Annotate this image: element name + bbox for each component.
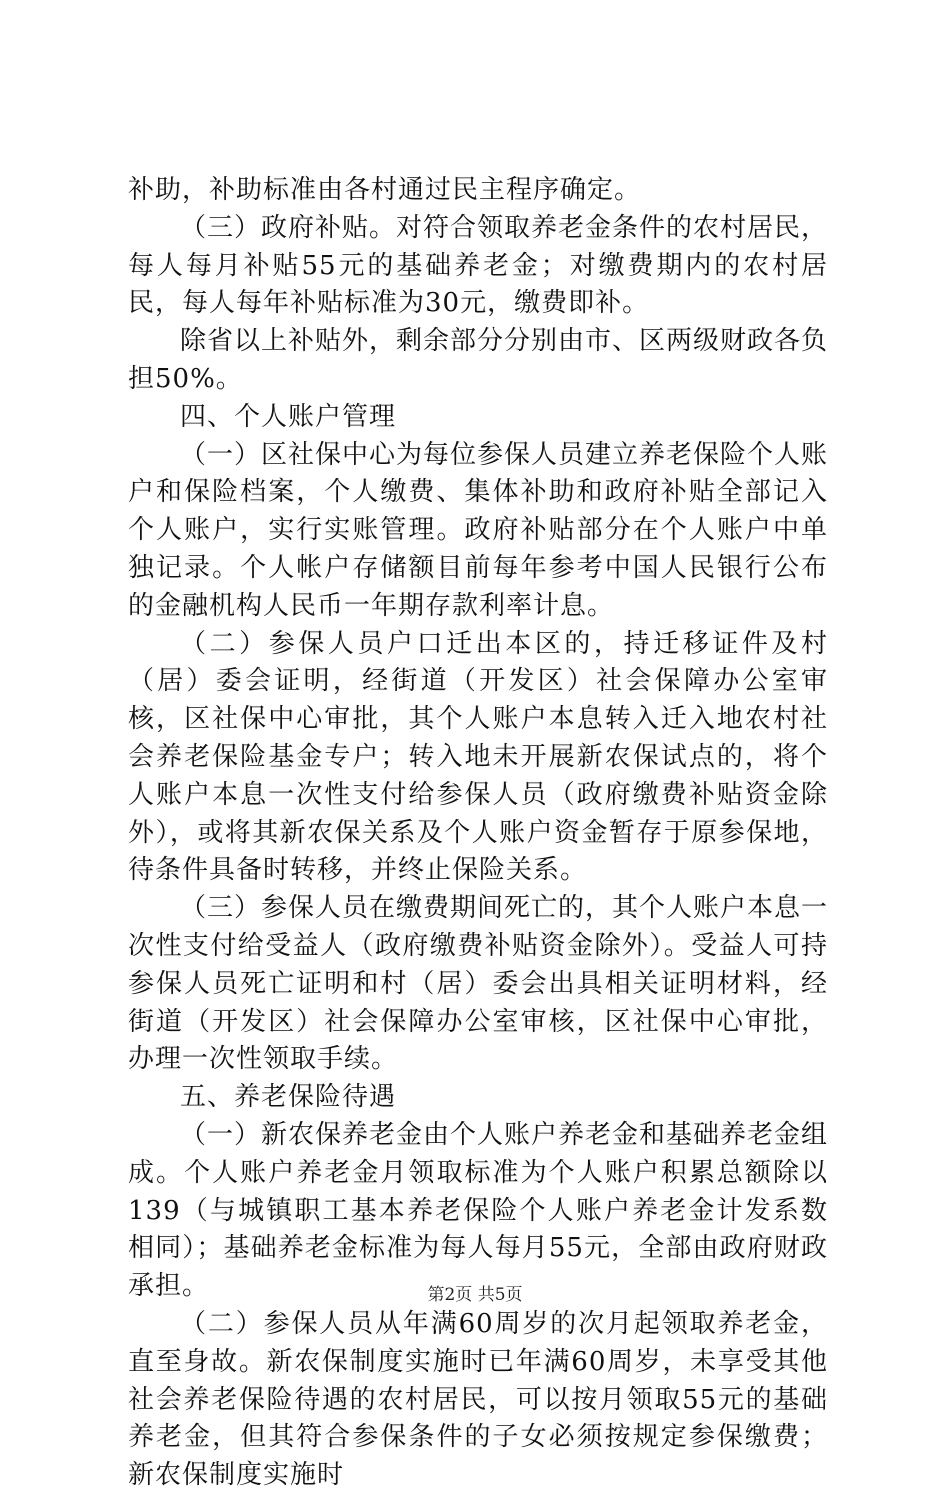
section-heading: 四、个人账户管理 [180, 401, 397, 432]
paragraph: 除省以上补贴外，剩余部分分别由市、区两级财政各负担50%。 [128, 326, 829, 394]
paragraph: （二）参保人员从年满60周岁的次月起领取养老金，直至身故。新农保制度实施时已年满60周岁，未享受其他社会养老保险待遇的农村居民，可以按月领取55元的基础养老金，但其符合参保条件的子女必须按规定参保缴费；新农保制度实施时 [128, 1308, 828, 1491]
paragraph: （三）政府补贴。对符合领取养老金条件的农村居民，每人每月补贴55元的基础养老金；对缴费期内的农村居民，每人每年补贴标准为30元，缴费即补。 [128, 212, 829, 319]
paragraph: （二）参保人员户口迁出本区的，持迁移证件及村（居）委会证明，经街道（开发区）社会保障办公室审核，区社保中心审批，其个人账户本息转入迁入地农村社会养老保险基金专户；转入地未开展新农保试点的，将个人账户本息一次性支付给参保人员（政府缴费补贴资金除外），或将其新农保关系及个人账户资金暂存于原参保地，待条件具备时转移，并终止保险关系。 [128, 628, 828, 886]
paragraph: （三）参保人员在缴费期间死亡的，其个人账户本息一次性支付给受益人（政府缴费补贴资金除外）。受益人可持参保人员死亡证明和村（居）委会出具相关证明材料，经街道（开发区）社会保障办公室审核，区社保中心审批，办理一次性领取手续。 [128, 893, 829, 1075]
paragraph: （一）区社保中心为每位参保人员建立养老保险个人账户和保险档案，个人缴费、集体补助和政府补贴全部记入个人账户，实行实账管理。政府补贴部分在个人账户中单独记录。个人帐户存储额目前每年参考中国人民银行公布的金融机构人民币一年期存款利率计息。 [128, 439, 829, 621]
section-heading: 五、养老保险待遇 [180, 1082, 397, 1113]
paragraph: （一）新农保养老金由个人账户养老金和基础养老金组成。个人账户养老金月领取标准为个人账户积累总额除以139（与城镇职工基本养老保险个人账户养老金计发系数相同）；基础养老金标准为每人每月55元，全部由政府财政承担。 [128, 1119, 829, 1302]
page-number-footer: 第2页 共5页 [427, 1285, 523, 1305]
paragraph: 补助，补助标准由各村通过民主程序确定。 [128, 175, 642, 205]
